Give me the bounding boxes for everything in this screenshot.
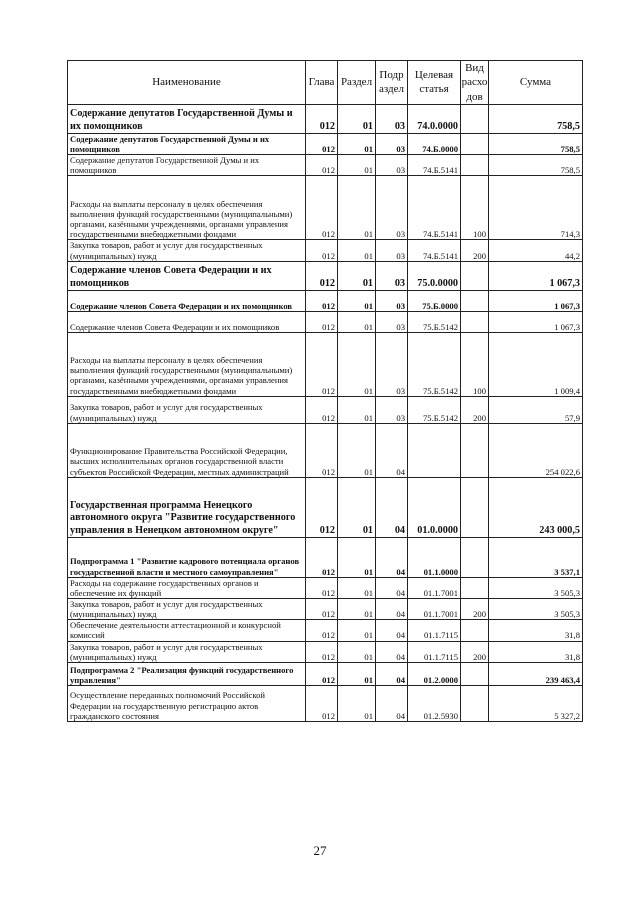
cell-summa: 31,8 xyxy=(489,620,583,641)
cell-podrazdel: 04 xyxy=(376,685,408,721)
cell-podrazdel: 03 xyxy=(376,311,408,332)
cell-vid xyxy=(461,537,489,577)
cell-statya: 01.2.5930 xyxy=(408,685,461,721)
cell-glava: 012 xyxy=(306,311,338,332)
cell-podrazdel: 03 xyxy=(376,155,408,176)
cell-vid xyxy=(461,290,489,311)
cell-razdel: 01 xyxy=(338,396,376,423)
cell-summa: 1 067,3 xyxy=(489,311,583,332)
table-row xyxy=(68,599,583,620)
cell-vid xyxy=(461,133,489,154)
cell-statya: 01.0.0000 xyxy=(408,477,461,537)
cell-summa: 44,2 xyxy=(489,240,583,261)
cell-razdel: 01 xyxy=(338,155,376,176)
cell-vid: 200 xyxy=(461,240,489,261)
cell-razdel: 01 xyxy=(338,537,376,577)
table-row xyxy=(68,133,583,154)
cell-razdel: 01 xyxy=(338,332,376,396)
cell-glava: 012 xyxy=(306,599,338,620)
cell-podrazdel: 03 xyxy=(376,176,408,240)
cell-summa: 3 505,3 xyxy=(489,599,583,620)
cell-name: Закупка товаров, работ и услуг для государственных (муниципальных) нужд xyxy=(68,240,306,261)
header-podrazdel: Подр аздел xyxy=(376,61,408,105)
cell-summa: 1 009,4 xyxy=(489,332,583,396)
cell-statya: 74.0.0000 xyxy=(408,104,461,133)
table-row xyxy=(68,155,583,176)
cell-glava: 012 xyxy=(306,290,338,311)
cell-vid: 200 xyxy=(461,599,489,620)
cell-summa: 31,8 xyxy=(489,641,583,662)
cell-statya: 75.Б.5142 xyxy=(408,311,461,332)
table-row xyxy=(68,537,583,577)
cell-statya: 01.1.7115 xyxy=(408,641,461,662)
cell-podrazdel: 04 xyxy=(376,641,408,662)
cell-statya xyxy=(408,423,461,477)
budget-table-body xyxy=(68,104,583,721)
cell-razdel: 01 xyxy=(338,240,376,261)
cell-summa: 1 067,3 xyxy=(489,290,583,311)
cell-name: Расходы на выплаты персоналу в целях обеспечения выполнения функций государственными (муниципальными) органами, казёнными учреждениями, органами управления государственными внебюджетными фондами xyxy=(68,332,306,396)
cell-statya: 74.Б.5141 xyxy=(408,240,461,261)
cell-summa: 758,5 xyxy=(489,155,583,176)
table-row xyxy=(68,662,583,685)
table-row xyxy=(68,261,583,290)
cell-statya: 01.1.0000 xyxy=(408,537,461,577)
cell-podrazdel: 04 xyxy=(376,577,408,598)
cell-summa: 714,3 xyxy=(489,176,583,240)
cell-razdel: 01 xyxy=(338,290,376,311)
cell-podrazdel: 04 xyxy=(376,477,408,537)
cell-glava: 012 xyxy=(306,176,338,240)
cell-statya: 01.2.0000 xyxy=(408,662,461,685)
cell-razdel: 01 xyxy=(338,577,376,598)
cell-name: Содержание депутатов Государственной Думы и их помощников xyxy=(68,133,306,154)
cell-summa: 758,5 xyxy=(489,104,583,133)
cell-name: Закупка товаров, работ и услуг для государственных (муниципальных) нужд xyxy=(68,396,306,423)
cell-podrazdel: 03 xyxy=(376,290,408,311)
cell-vid xyxy=(461,104,489,133)
cell-podrazdel: 03 xyxy=(376,104,408,133)
table-row xyxy=(68,423,583,477)
header-vid: Вид расхо дов xyxy=(461,62,488,103)
cell-vid xyxy=(461,155,489,176)
table-row xyxy=(68,176,583,240)
cell-statya: 01.1.7115 xyxy=(408,620,461,641)
table-row xyxy=(68,332,583,396)
cell-razdel: 01 xyxy=(338,477,376,537)
cell-glava: 012 xyxy=(306,577,338,598)
cell-name: Содержание членов Совета Федерации и их помощников xyxy=(68,261,306,290)
table-row xyxy=(68,104,583,133)
cell-vid: 200 xyxy=(461,641,489,662)
cell-vid: 200 xyxy=(461,396,489,423)
cell-podrazdel: 03 xyxy=(376,240,408,261)
cell-name: Расходы на содержание государственных органов и обеспечение их функций xyxy=(68,577,306,598)
cell-name: Функционирование Правительства Российской Федерации, высших исполнительных органов государственной власти субъектов Российской Федерации, местных администраций xyxy=(68,423,306,477)
table-row xyxy=(68,685,583,721)
cell-razdel: 01 xyxy=(338,662,376,685)
cell-statya: 74.Б.5141 xyxy=(408,176,461,240)
table-row xyxy=(68,620,583,641)
cell-podrazdel: 04 xyxy=(376,620,408,641)
table-row xyxy=(68,240,583,261)
cell-glava: 012 xyxy=(306,537,338,577)
cell-glava: 012 xyxy=(306,396,338,423)
cell-razdel: 01 xyxy=(338,423,376,477)
cell-podrazdel: 03 xyxy=(376,332,408,396)
cell-glava: 012 xyxy=(306,423,338,477)
cell-podrazdel: 03 xyxy=(376,261,408,290)
page-number: 27 xyxy=(313,843,327,858)
table-row xyxy=(68,641,583,662)
cell-podrazdel: 03 xyxy=(376,133,408,154)
header-name: Наименование xyxy=(68,61,306,105)
cell-razdel: 01 xyxy=(338,261,376,290)
cell-vid xyxy=(461,311,489,332)
cell-razdel: 01 xyxy=(338,620,376,641)
cell-glava: 012 xyxy=(306,155,338,176)
cell-statya: 74.Б.5141 xyxy=(408,155,461,176)
cell-glava: 012 xyxy=(306,477,338,537)
cell-statya: 75.0.0000 xyxy=(408,261,461,290)
cell-vid xyxy=(461,662,489,685)
cell-name: Закупка товаров, работ и услуг для государственных (муниципальных) нужд xyxy=(68,599,306,620)
cell-summa: 243 000,5 xyxy=(489,477,583,537)
table-row xyxy=(68,290,583,311)
budget-table xyxy=(67,60,583,722)
cell-summa: 758,5 xyxy=(489,133,583,154)
cell-glava: 012 xyxy=(306,332,338,396)
cell-name: Обеспечение деятельности аттестационной и конкурсной комиссий xyxy=(68,620,306,641)
cell-vid xyxy=(461,620,489,641)
cell-razdel: 01 xyxy=(338,176,376,240)
cell-razdel: 01 xyxy=(338,311,376,332)
cell-razdel: 01 xyxy=(338,641,376,662)
cell-summa: 3 537,1 xyxy=(489,537,583,577)
cell-glava: 012 xyxy=(306,261,338,290)
cell-glava: 012 xyxy=(306,685,338,721)
cell-glava: 012 xyxy=(306,104,338,133)
cell-podrazdel: 04 xyxy=(376,537,408,577)
cell-statya: 01.1.7001 xyxy=(408,577,461,598)
cell-vid: 100 xyxy=(461,332,489,396)
cell-summa: 239 463,4 xyxy=(489,662,583,685)
cell-vid xyxy=(461,577,489,598)
header-summa: Сумма xyxy=(489,61,583,105)
header-razdel: Раздел xyxy=(338,61,376,105)
cell-razdel: 01 xyxy=(338,599,376,620)
cell-podrazdel: 04 xyxy=(376,423,408,477)
cell-summa: 1 067,3 xyxy=(489,261,583,290)
table-row xyxy=(68,477,583,537)
cell-glava: 012 xyxy=(306,133,338,154)
cell-podrazdel: 04 xyxy=(376,599,408,620)
cell-summa: 5 327,2 xyxy=(489,685,583,721)
table-row xyxy=(68,396,583,423)
cell-razdel: 01 xyxy=(338,104,376,133)
cell-razdel: 01 xyxy=(338,685,376,721)
table-row xyxy=(68,311,583,332)
cell-name: Закупка товаров, работ и услуг для государственных (муниципальных) нужд xyxy=(68,641,306,662)
cell-name: Расходы на выплаты персоналу в целях обеспечения выполнения функций государственными (муниципальными) органами, казёнными учреждениями, органами управления государственными внебюджетными фондами xyxy=(68,176,306,240)
cell-podrazdel: 03 xyxy=(376,396,408,423)
cell-glava: 012 xyxy=(306,620,338,641)
cell-summa: 254 022,6 xyxy=(489,423,583,477)
cell-name: Осуществление переданных полномочий Российской Федерации на государственную регистрацию актов гражданского состояния xyxy=(68,685,306,721)
cell-statya: 75.Б.0000 xyxy=(408,290,461,311)
cell-name: Содержание депутатов Государственной Думы и их помощников xyxy=(68,104,306,133)
cell-name: Содержание депутатов Государственной Думы и их помощников xyxy=(68,155,306,176)
cell-razdel: 01 xyxy=(338,133,376,154)
cell-podrazdel: 04 xyxy=(376,662,408,685)
cell-summa: 3 505,3 xyxy=(489,577,583,598)
cell-vid: 100 xyxy=(461,176,489,240)
cell-glava: 012 xyxy=(306,662,338,685)
cell-name: Подпрограмма 1 "Развитие кадрового потенциала органов государственной власти и местного самоуправления" xyxy=(68,537,306,577)
cell-vid xyxy=(461,423,489,477)
cell-name: Государственная программа Ненецкого автономного округа "Развитие государственного управления в Ненецком автономном округе" xyxy=(68,477,306,537)
cell-vid xyxy=(461,477,489,537)
cell-statya: 75.Б.5142 xyxy=(408,332,461,396)
cell-statya: 74.Б.0000 xyxy=(408,133,461,154)
cell-glava: 012 xyxy=(306,240,338,261)
cell-summa: 57,9 xyxy=(489,396,583,423)
header-glava: Глава xyxy=(306,61,338,105)
cell-statya: 75.Б.5142 xyxy=(408,396,461,423)
cell-vid xyxy=(461,261,489,290)
cell-name: Содержание членов Совета Федерации и их помощников xyxy=(68,311,306,332)
cell-name: Подпрограмма 2 "Реализация функций государственного управления" xyxy=(68,662,306,685)
cell-glava: 012 xyxy=(306,641,338,662)
cell-statya: 01.1.7001 xyxy=(408,599,461,620)
cell-vid xyxy=(461,685,489,721)
header-statya: Целевая статья xyxy=(408,61,461,105)
header-row xyxy=(68,61,583,105)
cell-name: Содержание членов Совета Федерации и их помощников xyxy=(68,290,306,311)
table-row xyxy=(68,577,583,598)
